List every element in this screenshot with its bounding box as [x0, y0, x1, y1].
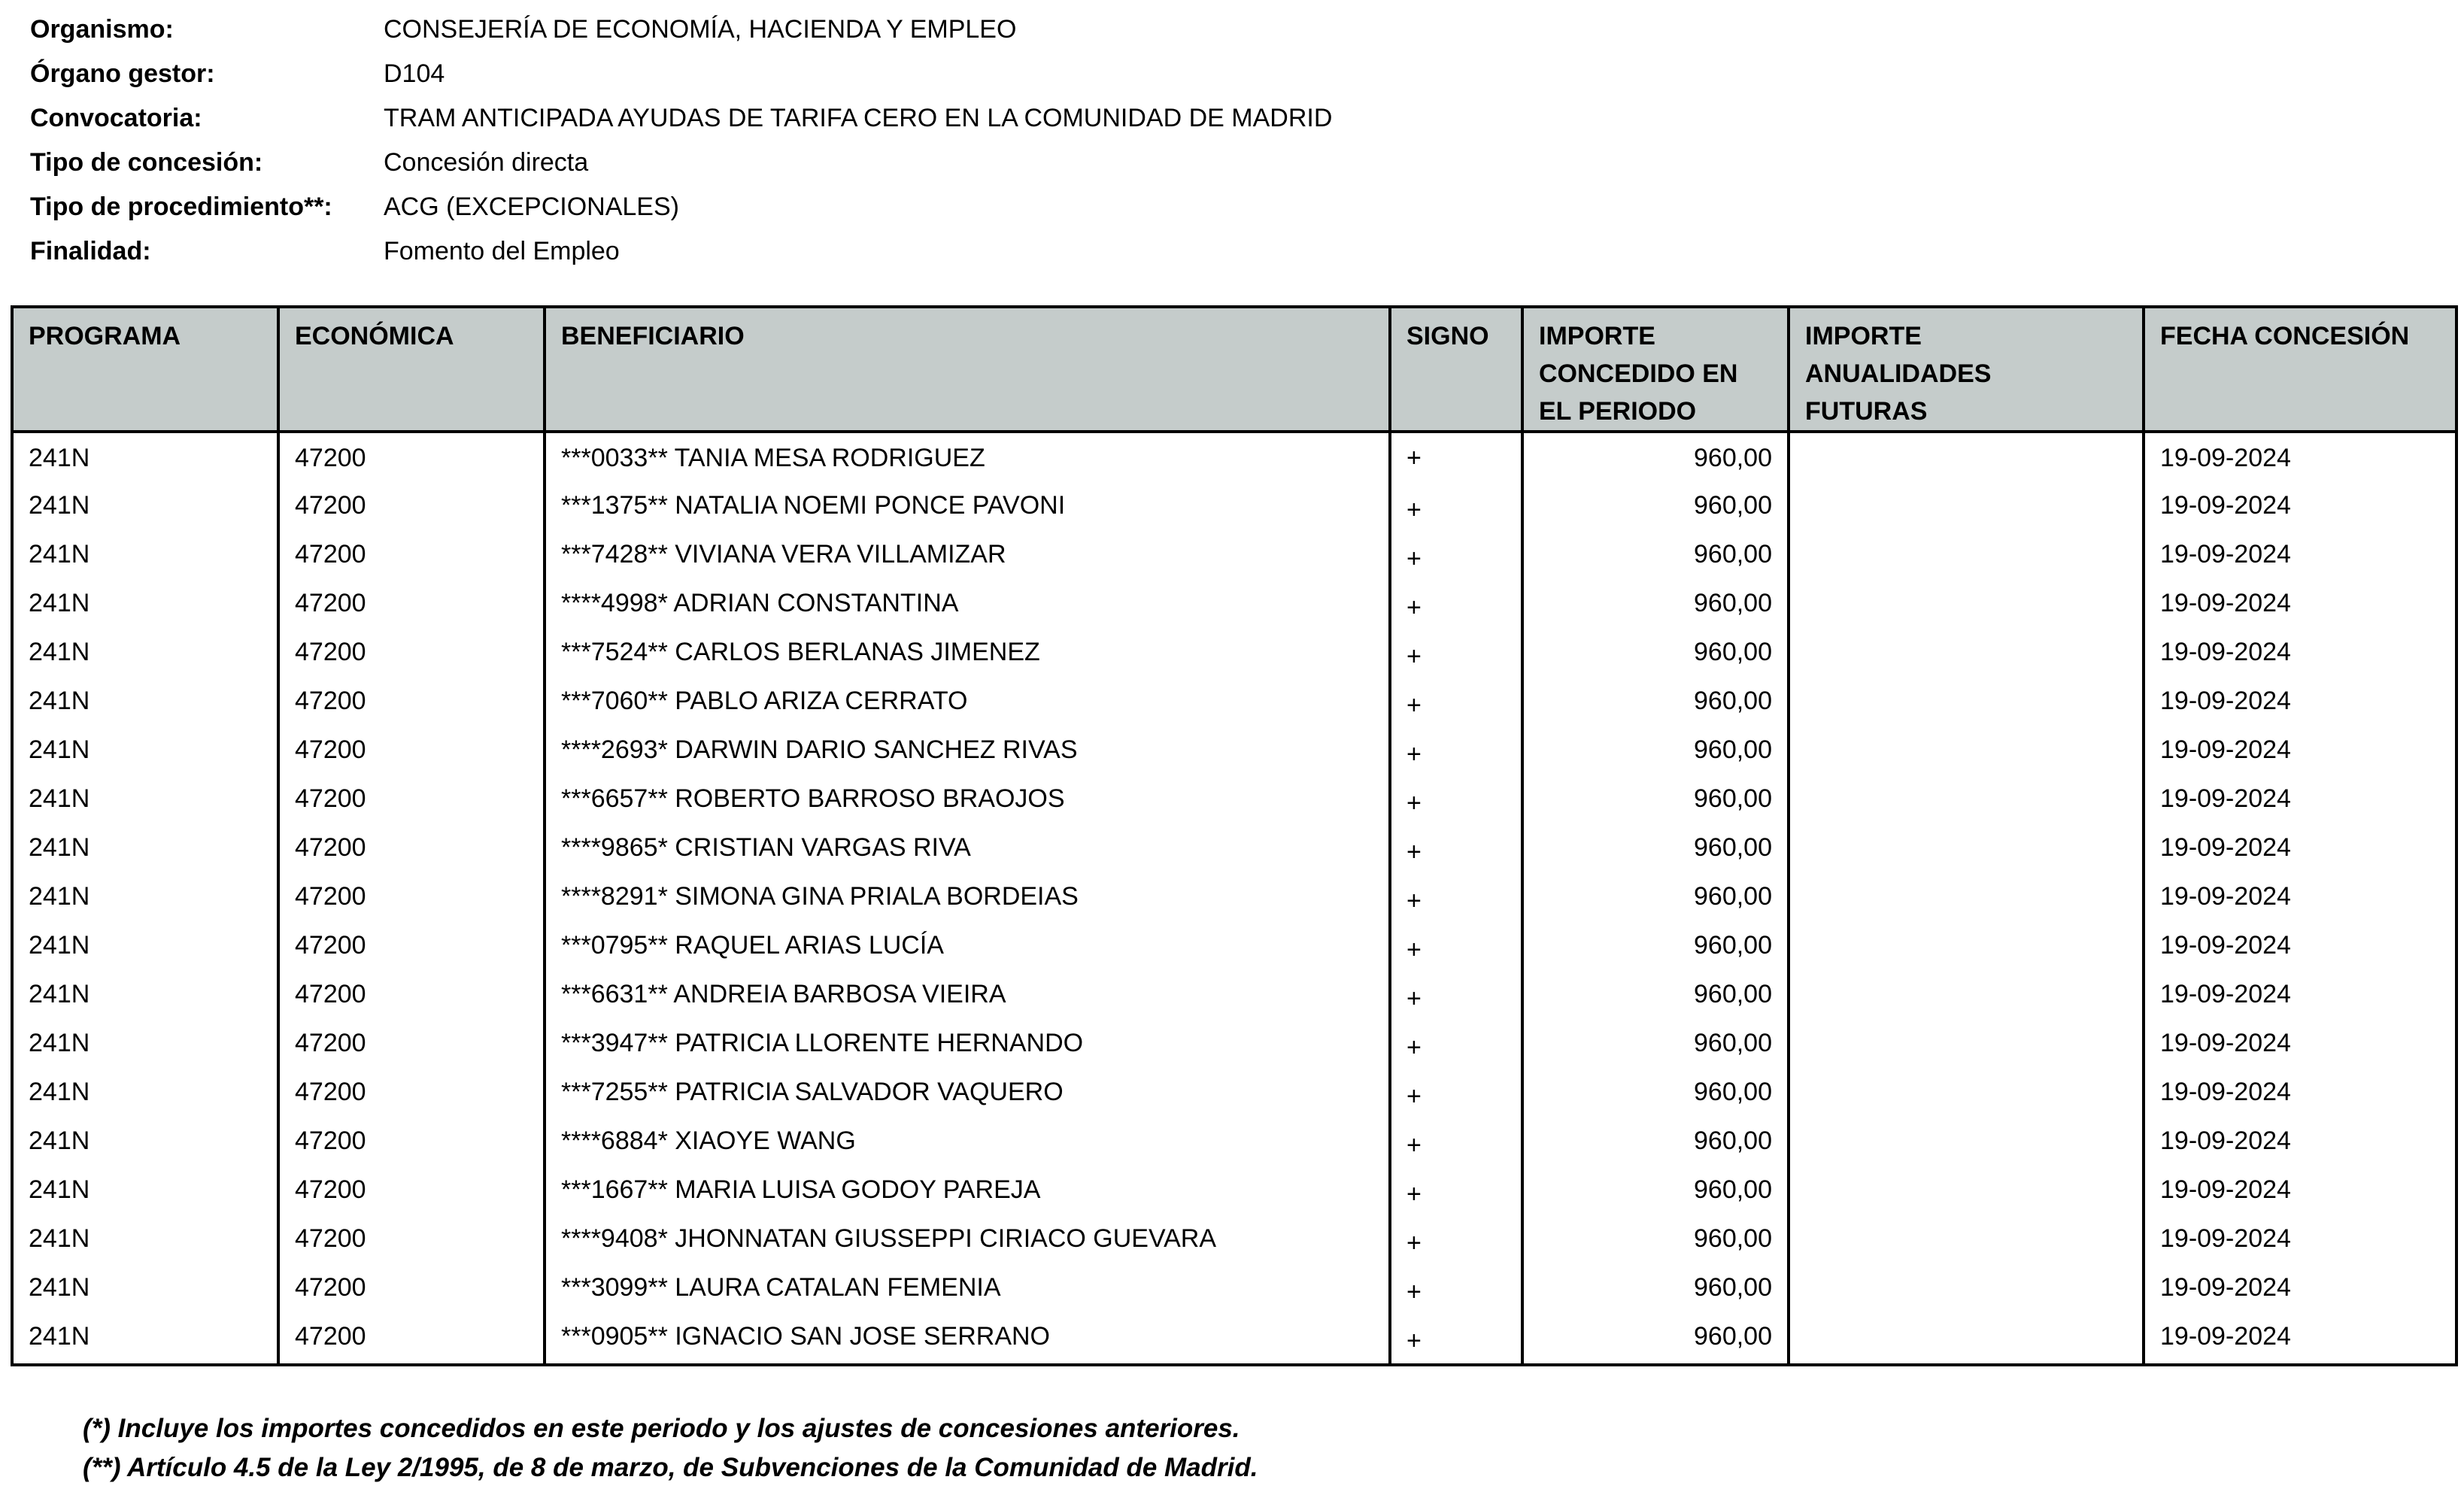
cell-programa: 241N	[12, 1217, 278, 1266]
cell-importe: 960,00	[1522, 532, 1789, 581]
header-line: FUTURAS	[1805, 397, 1928, 426]
cell-beneficiario: ****9865* CRISTIAN VARGAS RIVA	[545, 826, 1390, 875]
cell-fecha: 19-09-2024	[2144, 630, 2456, 679]
cell-anualidades	[1789, 728, 2144, 777]
col-header-programa: PROGRAMA	[12, 307, 278, 432]
cell-fecha: 19-09-2024	[2144, 679, 2456, 728]
cell-signo: +	[1390, 1314, 1522, 1363]
cell-fecha: 19-09-2024	[2144, 1070, 2456, 1119]
cell-beneficiario: ***7428** VIVIANA VERA VILLAMIZAR	[545, 532, 1390, 581]
cell-programa: 241N	[12, 923, 278, 972]
cell-economica: 47200	[278, 777, 545, 826]
cell-importe: 960,00	[1522, 1266, 1789, 1314]
cell-anualidades	[1789, 923, 2144, 972]
cell-fecha: 19-09-2024	[2144, 1119, 2456, 1168]
col-header-importe	[1522, 307, 1789, 432]
cell-signo: +	[1390, 1266, 1522, 1314]
cell-fecha: 19-09-2024	[2144, 728, 2456, 777]
cell-programa: 241N	[12, 1168, 278, 1217]
cell-beneficiario: ****8291* SIMONA GINA PRIALA BORDEIAS	[545, 875, 1390, 923]
table-row	[12, 923, 2456, 972]
cell-beneficiario: ***3099** LAURA CATALAN FEMENIA	[545, 1266, 1390, 1314]
cell-anualidades	[1789, 1217, 2144, 1266]
cell-signo: +	[1390, 1119, 1522, 1168]
cell-economica: 47200	[278, 875, 545, 923]
cell-economica: 47200	[278, 1119, 545, 1168]
cell-signo: +	[1390, 432, 1522, 484]
cell-importe: 960,00	[1522, 1314, 1789, 1363]
cell-fecha: 19-09-2024	[2144, 1266, 2456, 1314]
cell-beneficiario: ***0905** IGNACIO SAN JOSE SERRANO	[545, 1314, 1390, 1363]
table-row	[12, 1070, 2456, 1119]
cell-programa: 241N	[12, 432, 278, 484]
cell-signo: +	[1390, 826, 1522, 875]
cell-signo: +	[1390, 923, 1522, 972]
table-row	[12, 826, 2456, 875]
cell-beneficiario: ***7255** PATRICIA SALVADOR VAQUERO	[545, 1070, 1390, 1119]
table-row	[12, 1168, 2456, 1217]
cell-economica: 47200	[278, 581, 545, 630]
cell-signo: +	[1390, 630, 1522, 679]
footnotes	[83, 1409, 1258, 1487]
cell-importe: 960,00	[1522, 1070, 1789, 1119]
cell-programa: 241N	[12, 1266, 278, 1314]
col-header-beneficiario: BENEFICIARIO	[545, 307, 1390, 432]
cell-importe: 960,00	[1522, 484, 1789, 532]
cell-signo: +	[1390, 484, 1522, 532]
cell-fecha: 19-09-2024	[2144, 1021, 2456, 1070]
cell-signo: +	[1390, 777, 1522, 826]
col-header-anualidades	[1789, 307, 2144, 432]
cell-economica: 47200	[278, 923, 545, 972]
footnote: (*) Incluye los importes concedidos en este periodo y los ajustes de concesiones anteriores.	[83, 1414, 1240, 1443]
table-row	[12, 484, 2456, 532]
cell-importe: 960,00	[1522, 972, 1789, 1021]
cell-beneficiario: ***0795** RAQUEL ARIAS LUCÍA	[545, 923, 1390, 972]
cell-programa: 241N	[12, 728, 278, 777]
cell-fecha: 19-09-2024	[2144, 1168, 2456, 1217]
table-body	[12, 432, 2456, 1365]
footnote: (**) Artículo 4.5 de la Ley 2/1995, de 8 de marzo, de Subvenciones de la Comunidad de Madrid.	[83, 1453, 1258, 1482]
cell-economica: 47200	[278, 1021, 545, 1070]
table-row	[12, 1314, 2456, 1363]
table-row	[12, 630, 2456, 679]
cell-importe: 960,00	[1522, 777, 1789, 826]
cell-beneficiario: ***7524** CARLOS BERLANAS JIMENEZ	[545, 630, 1390, 679]
cell-importe: 960,00	[1522, 1021, 1789, 1070]
header-line: CONCEDIDO EN	[1539, 359, 1738, 388]
cell-fecha: 19-09-2024	[2144, 484, 2456, 532]
table-filler-row	[12, 1363, 2456, 1365]
header-line: EL PERIODO	[1539, 397, 1697, 426]
cell-anualidades	[1789, 484, 2144, 532]
cell-beneficiario: ***7060** PABLO ARIZA CERRATO	[545, 679, 1390, 728]
table-row	[12, 875, 2456, 923]
table-row	[12, 532, 2456, 581]
table-row	[12, 679, 2456, 728]
cell-beneficiario: ****2693* DARWIN DARIO SANCHEZ RIVAS	[545, 728, 1390, 777]
cell-anualidades	[1789, 875, 2144, 923]
cell-economica: 47200	[278, 1070, 545, 1119]
cell-signo: +	[1390, 1217, 1522, 1266]
cell-economica: 47200	[278, 1314, 545, 1363]
cell-economica: 47200	[278, 826, 545, 875]
cell-anualidades	[1789, 1314, 2144, 1363]
cell-programa: 241N	[12, 1021, 278, 1070]
cell-economica: 47200	[278, 630, 545, 679]
cell-programa: 241N	[12, 875, 278, 923]
cell-signo: +	[1390, 679, 1522, 728]
cell-economica: 47200	[278, 1266, 545, 1314]
cell-anualidades	[1789, 432, 2144, 484]
cell-beneficiario: ***3947** PATRICIA LLORENTE HERNANDO	[545, 1021, 1390, 1070]
info-value: Fomento del Empleo	[384, 237, 620, 265]
cell-fecha: 19-09-2024	[2144, 1217, 2456, 1266]
cell-fecha: 19-09-2024	[2144, 875, 2456, 923]
info-label: Tipo de procedimiento**:	[30, 193, 332, 221]
col-header-economica: ECONÓMICA	[278, 307, 545, 432]
empty-cell	[545, 1363, 1390, 1365]
cell-importe: 960,00	[1522, 826, 1789, 875]
cell-signo: +	[1390, 581, 1522, 630]
cell-importe: 960,00	[1522, 728, 1789, 777]
table-row	[12, 777, 2456, 826]
cell-importe: 960,00	[1522, 1217, 1789, 1266]
cell-anualidades	[1789, 826, 2144, 875]
info-value: CONSEJERÍA DE ECONOMÍA, HACIENDA Y EMPLEO	[384, 15, 1017, 44]
table-row	[12, 1217, 2456, 1266]
cell-programa: 241N	[12, 532, 278, 581]
info-value: ACG (EXCEPCIONALES)	[384, 193, 679, 221]
cell-beneficiario: ****4998* ADRIAN CONSTANTINA	[545, 581, 1390, 630]
cell-economica: 47200	[278, 484, 545, 532]
cell-signo: +	[1390, 532, 1522, 581]
grants-table	[11, 305, 2458, 1366]
cell-programa: 241N	[12, 1119, 278, 1168]
table-row	[12, 972, 2456, 1021]
cell-fecha: 19-09-2024	[2144, 777, 2456, 826]
cell-anualidades	[1789, 1070, 2144, 1119]
header-line: IMPORTE	[1539, 322, 1655, 350]
cell-fecha: 19-09-2024	[2144, 581, 2456, 630]
cell-signo: +	[1390, 728, 1522, 777]
table-row	[12, 1266, 2456, 1314]
cell-beneficiario: ***1667** MARIA LUISA GODOY PAREJA	[545, 1168, 1390, 1217]
table-row	[12, 728, 2456, 777]
header-line: ANUALIDADES	[1805, 359, 1992, 388]
info-label: Convocatoria:	[30, 104, 202, 132]
cell-economica: 47200	[278, 1168, 545, 1217]
header-row	[12, 307, 2456, 432]
info-label: Órgano gestor:	[30, 59, 215, 88]
cell-importe: 960,00	[1522, 630, 1789, 679]
empty-cell	[1789, 1363, 2144, 1365]
cell-anualidades	[1789, 630, 2144, 679]
cell-programa: 241N	[12, 484, 278, 532]
table-header	[12, 307, 2456, 432]
cell-programa: 241N	[12, 581, 278, 630]
cell-fecha: 19-09-2024	[2144, 972, 2456, 1021]
cell-signo: +	[1390, 1021, 1522, 1070]
cell-beneficiario: ***1375** NATALIA NOEMI PONCE PAVONI	[545, 484, 1390, 532]
cell-beneficiario: ****6884* XIAOYE WANG	[545, 1119, 1390, 1168]
cell-economica: 47200	[278, 728, 545, 777]
cell-anualidades	[1789, 532, 2144, 581]
cell-importe: 960,00	[1522, 679, 1789, 728]
cell-programa: 241N	[12, 826, 278, 875]
header-line: IMPORTE	[1805, 322, 1922, 350]
cell-fecha: 19-09-2024	[2144, 826, 2456, 875]
info-label: Tipo de concesión:	[30, 148, 263, 177]
empty-cell	[12, 1363, 278, 1365]
cell-anualidades	[1789, 972, 2144, 1021]
info-value: D104	[384, 59, 445, 88]
cell-programa: 241N	[12, 1314, 278, 1363]
cell-fecha: 19-09-2024	[2144, 923, 2456, 972]
cell-economica: 47200	[278, 532, 545, 581]
cell-beneficiario: ***6657** ROBERTO BARROSO BRAOJOS	[545, 777, 1390, 826]
cell-signo: +	[1390, 875, 1522, 923]
col-header-fecha: FECHA CONCESIÓN	[2144, 307, 2456, 432]
empty-cell	[1522, 1363, 1789, 1365]
cell-anualidades	[1789, 1021, 2144, 1070]
cell-signo: +	[1390, 1168, 1522, 1217]
info-label: Finalidad:	[30, 237, 151, 265]
cell-anualidades	[1789, 777, 2144, 826]
cell-anualidades	[1789, 1266, 2144, 1314]
cell-economica: 47200	[278, 1217, 545, 1266]
cell-economica: 47200	[278, 679, 545, 728]
col-header-signo: SIGNO	[1390, 307, 1522, 432]
cell-fecha: 19-09-2024	[2144, 432, 2456, 484]
cell-importe: 960,00	[1522, 1168, 1789, 1217]
cell-programa: 241N	[12, 972, 278, 1021]
cell-anualidades	[1789, 581, 2144, 630]
info-label: Organismo:	[30, 15, 174, 44]
cell-importe: 960,00	[1522, 432, 1789, 484]
cell-beneficiario: ****9408* JHONNATAN GIUSSEPPI CIRIACO GUEVARA	[545, 1217, 1390, 1266]
cell-fecha: 19-09-2024	[2144, 1314, 2456, 1363]
table-row	[12, 1021, 2456, 1070]
cell-anualidades	[1789, 679, 2144, 728]
cell-fecha: 19-09-2024	[2144, 532, 2456, 581]
cell-programa: 241N	[12, 630, 278, 679]
table-row	[12, 1119, 2456, 1168]
empty-cell	[278, 1363, 545, 1365]
cell-importe: 960,00	[1522, 1119, 1789, 1168]
cell-beneficiario: ***0033** TANIA MESA RODRIGUEZ	[545, 432, 1390, 484]
cell-signo: +	[1390, 972, 1522, 1021]
info-value: Concesión directa	[384, 148, 589, 177]
cell-importe: 960,00	[1522, 875, 1789, 923]
empty-cell	[1390, 1363, 1522, 1365]
cell-programa: 241N	[12, 777, 278, 826]
cell-anualidades	[1789, 1168, 2144, 1217]
cell-signo: +	[1390, 1070, 1522, 1119]
cell-economica: 47200	[278, 432, 545, 484]
cell-programa: 241N	[12, 679, 278, 728]
cell-programa: 241N	[12, 1070, 278, 1119]
info-value: TRAM ANTICIPADA AYUDAS DE TARIFA CERO EN LA COMUNIDAD DE MADRID	[384, 104, 1333, 132]
cell-anualidades	[1789, 1119, 2144, 1168]
table-row	[12, 432, 2456, 484]
table-row	[12, 581, 2456, 630]
cell-beneficiario: ***6631** ANDREIA BARBOSA VIEIRA	[545, 972, 1390, 1021]
empty-cell	[2144, 1363, 2456, 1365]
cell-importe: 960,00	[1522, 923, 1789, 972]
cell-importe: 960,00	[1522, 581, 1789, 630]
cell-economica: 47200	[278, 972, 545, 1021]
